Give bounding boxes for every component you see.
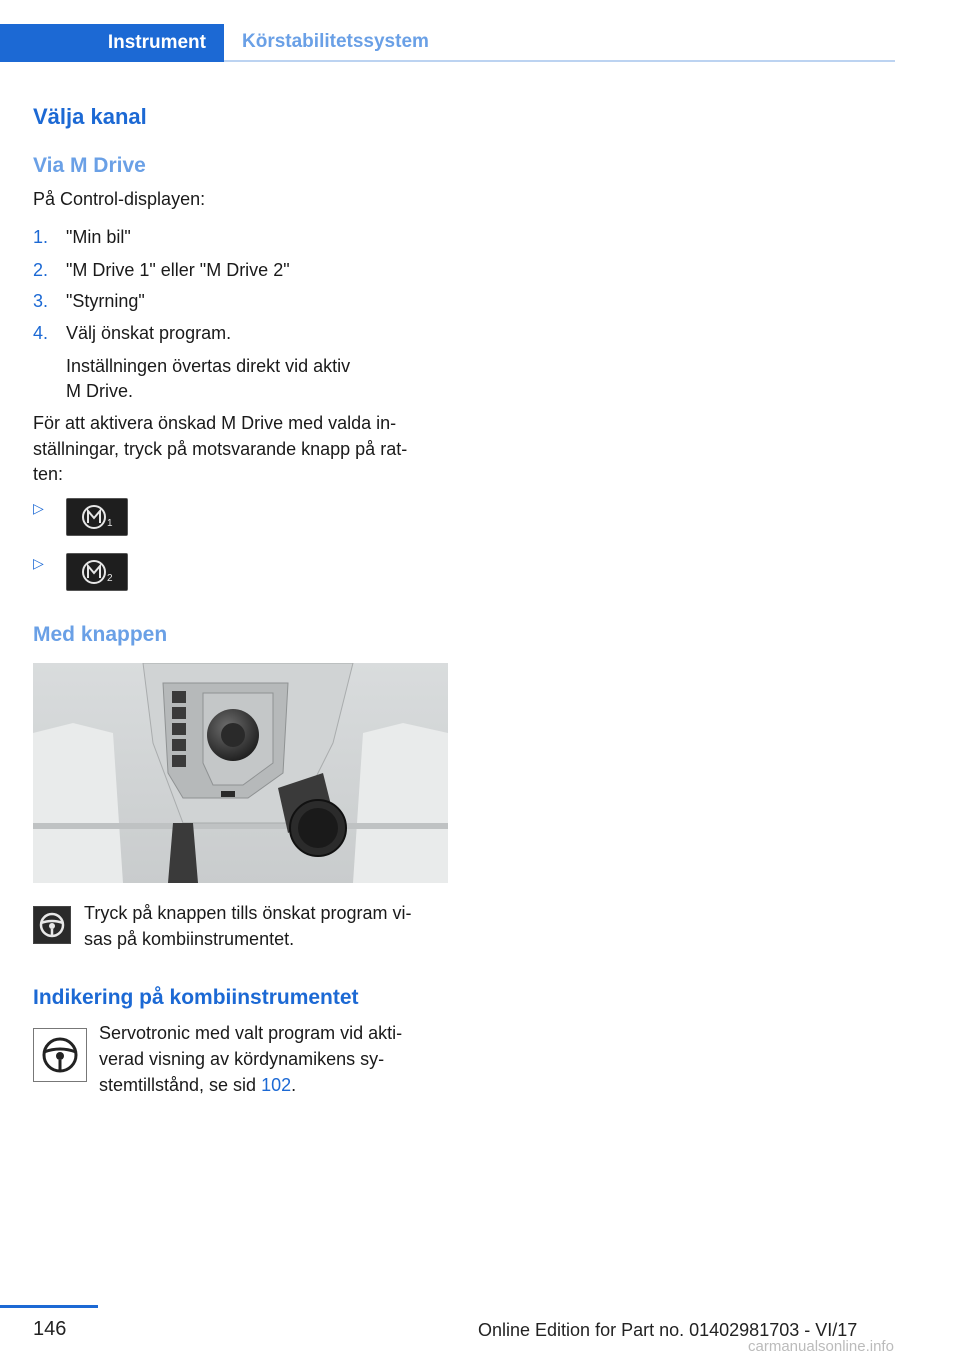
activate-line3: ten: (33, 464, 64, 484)
footer-edition: Online Edition for Part no. 01402981703 - VI/17 (478, 1320, 858, 1340)
watermark: carmanualsonline.info (748, 1338, 894, 1355)
svg-text:1: 1 (107, 518, 113, 529)
med-knappen-text-line2: sas på kombiinstrumentet. (84, 929, 295, 949)
indikering-text-line3 (99, 1072, 296, 1099)
page-header (0, 24, 895, 62)
section-title: Välja kanal (33, 104, 147, 129)
heading-indikering: Indikering på kombiinstrumentet (33, 986, 359, 1009)
activate-line2: ställningar, tryck på motsvarande knapp på rat- (33, 439, 408, 459)
step-number: 1. (33, 227, 49, 247)
indikering-text-suffix: . (291, 1075, 297, 1095)
bullet-triangle: ▷ (33, 555, 44, 571)
step-text: "Styrning" (66, 291, 145, 311)
svg-text:2: 2 (107, 573, 113, 584)
center-console-image (33, 663, 448, 883)
m-drive-1-button-icon (66, 498, 128, 536)
step-number: 2. (33, 260, 49, 280)
page-number: 146 (33, 1318, 67, 1340)
step-text: "M Drive 1" eller "M Drive 2" (66, 260, 290, 280)
intro-text: På Control-displayen: (33, 189, 206, 209)
step4-note-line2: M Drive. (66, 381, 133, 401)
tab-instrument[interactable]: Instrument (0, 24, 224, 62)
steering-wheel-indicator-icon (33, 1028, 87, 1082)
indikering-text-prefix: stemtillstånd, se sid (99, 1075, 262, 1095)
step-number: 3. (33, 291, 49, 311)
heading-med-knappen: Med knappen (33, 623, 168, 646)
indikering-text-line1: Servotronic med valt program vid akti- (99, 1023, 403, 1043)
activate-line1: För att aktivera önskad M Drive med valda in- (33, 413, 397, 433)
header-divider (224, 60, 895, 62)
step-text: "Min bil" (66, 227, 131, 247)
heading-via-m-drive: Via M Drive (33, 154, 146, 177)
steering-wheel-button-icon (33, 906, 71, 944)
step-number: 4. (33, 323, 49, 343)
step4-note-line1: Inställningen övertas direkt vid aktiv (66, 356, 351, 376)
console-buttons (172, 691, 186, 767)
bullet-triangle: ▷ (33, 500, 44, 516)
indikering-text-line2: verad visning av kördynamikens sy- (99, 1049, 385, 1069)
footer-divider (0, 1305, 98, 1308)
med-knappen-text-line1: Tryck på knappen tills önskat program vi- (84, 903, 412, 923)
tab-korstabilitetssystem[interactable]: Körstabilitetssystem (242, 31, 429, 52)
step-text: Välj önskat program. (66, 323, 232, 343)
page-ref-link[interactable]: 102 (261, 1075, 292, 1095)
m-drive-2-button-icon (66, 553, 128, 591)
